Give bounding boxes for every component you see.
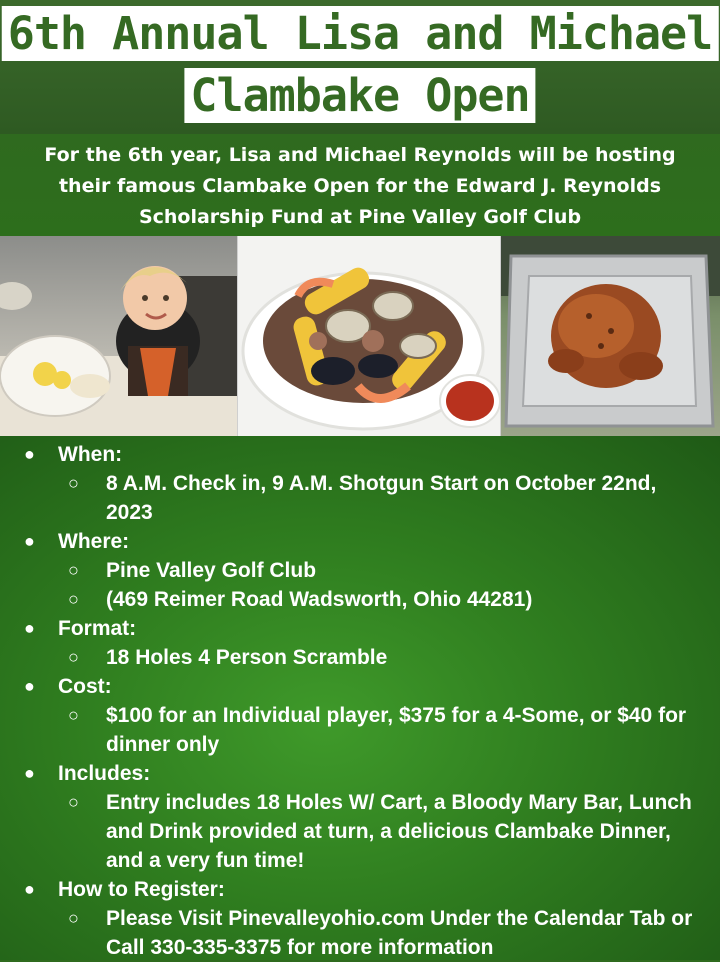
where-label: Where: [58, 530, 130, 553]
includes-value: Entry includes 18 Holes W/ Cart, a Bloody Mary Bar, Lunch and Drink provided at turn, a delicious Clambake Dinner, and a very fun time! [106, 791, 692, 872]
list-item-includes [0, 759, 720, 788]
sub-bullet-icon: ○ [68, 589, 79, 609]
sub-bullet-icon: ○ [68, 908, 79, 928]
sub-bullet-icon: ○ [68, 473, 79, 493]
bullet-icon: ● [24, 444, 35, 464]
sub-item-where-venue [0, 556, 720, 585]
list-item-format [0, 614, 720, 643]
when-value: 8 A.M. Check in, 9 A.M. Shotgun Start on October 22nd, 2023 [106, 472, 657, 524]
sub-item-where-address [0, 585, 720, 614]
where-address: (469 Reimer Road Wadsworth, Ohio 44281) [106, 588, 533, 611]
list-item-register [0, 875, 720, 904]
format-value: 18 Holes 4 Person Scramble [106, 646, 388, 669]
sub-item-format [0, 643, 720, 672]
title-band [0, 0, 720, 135]
bullet-icon: ● [24, 531, 35, 551]
title-line-1: 6th Annual Lisa and Michael [2, 6, 719, 61]
format-label: Format: [58, 617, 137, 640]
sub-bullet-icon: ○ [68, 705, 79, 725]
register-label: How to Register: [58, 878, 225, 901]
title-line-2: Clambake Open [184, 68, 535, 123]
sub-bullet-icon: ○ [68, 792, 79, 812]
sub-bullet-icon: ○ [68, 560, 79, 580]
where-venue: Pine Valley Golf Club [106, 559, 317, 582]
roasted-chicken-photo [501, 236, 720, 436]
register-value: Please Visit Pinevalleyohio.com Under the Calendar Tab or Call 330-335-3375 for more information [106, 907, 693, 959]
cost-value: $100 for an Individual player, $375 for a 4-Some, or $40 for dinner only [106, 704, 687, 756]
details-panel [0, 436, 720, 960]
bullet-icon: ● [24, 618, 35, 638]
sub-item-includes [0, 788, 720, 875]
intro-band [0, 134, 720, 236]
sub-item-when [0, 469, 720, 527]
photo-strip [0, 236, 720, 436]
cost-label: Cost: [58, 675, 112, 698]
sub-item-register [0, 904, 720, 962]
includes-label: Includes: [58, 762, 151, 785]
intro-text: For the 6th year, Lisa and Michael Reynolds will be hosting their famous Clambake Open for the Edward J. Reynolds Scholarship Fund at Pine Valley Golf Club [44, 144, 676, 228]
child-at-table-photo [0, 236, 237, 436]
list-item-where [0, 527, 720, 556]
bullet-icon: ● [24, 676, 35, 696]
details-list [0, 440, 720, 962]
list-item-when [0, 440, 720, 469]
bullet-icon: ● [24, 763, 35, 783]
clambake-seafood-photo [238, 236, 500, 436]
sub-bullet-icon: ○ [68, 647, 79, 667]
bullet-icon: ● [24, 879, 35, 899]
list-item-cost [0, 672, 720, 701]
sub-item-cost [0, 701, 720, 759]
when-label: When: [58, 443, 123, 466]
